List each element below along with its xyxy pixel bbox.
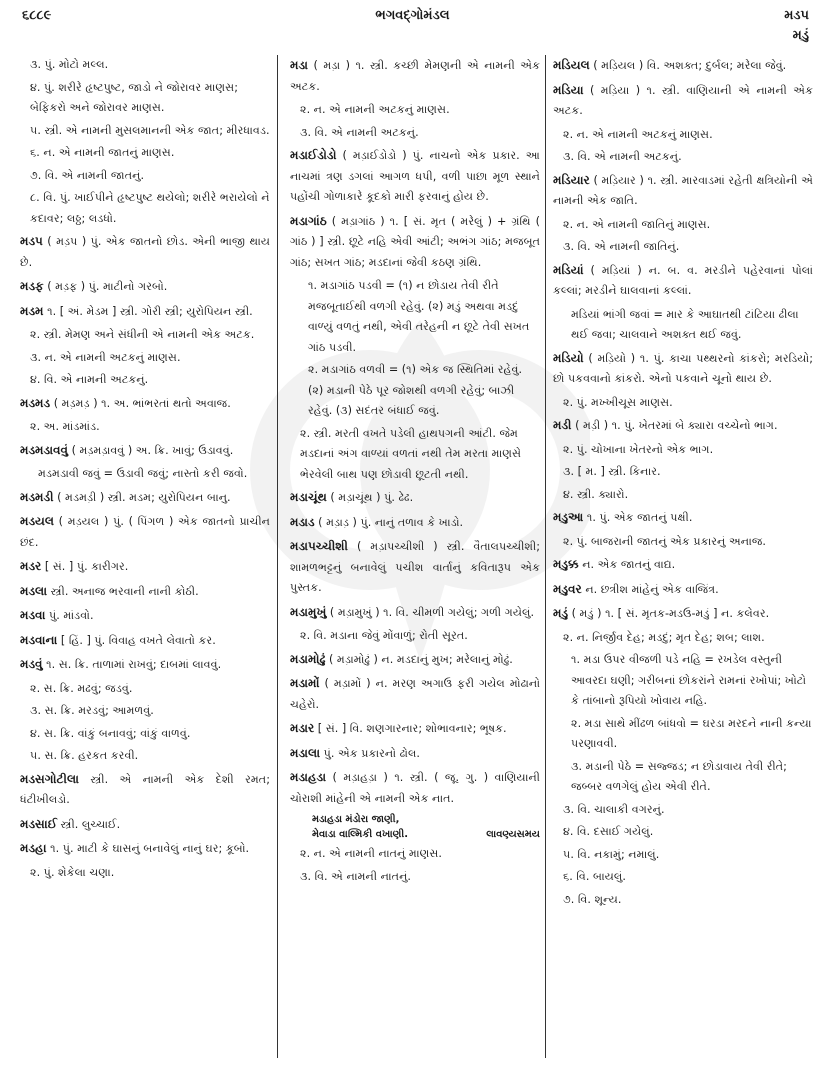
definition: પું. એક પ્રકારનો ઢોલ. [323, 746, 420, 760]
sense-definition: ૨. વિ. મડાના જેવું મોંવાળું; રોતી સૂરત. [300, 629, 468, 642]
sense-definition: ૩. ન. એ નામની અટકનું માણસ. [30, 350, 181, 364]
dictionary-entry [290, 512, 540, 534]
headword: મડી [553, 418, 572, 432]
headword: મડલા [20, 583, 48, 598]
definition: ( મડ઼યલ ) પું. ( પિંગળ ) એક જાતનો પ્રાચીન છંદ. [20, 515, 270, 549]
sense-definition: ૨. સ. ક્રિ. મઢવું; જડવું. [30, 681, 133, 695]
dictionary-entry [290, 743, 540, 765]
headword: મડવા [20, 608, 46, 622]
sense-definition: ૨. અ. માંડમાંડ. [30, 420, 100, 433]
headword: મડિયાં [553, 262, 584, 277]
dictionary-entry [553, 260, 813, 302]
headword: મડવું [20, 657, 43, 671]
headword: મડિયાર [553, 172, 590, 187]
sense-definition: ૬. વિ. બાયલું. [563, 870, 626, 883]
headword: મડુક્ક [553, 557, 579, 571]
definition: ( મડ઼પ ) પું. એક જાતનો છોડ. એની ભાજી થાય છે. [20, 235, 270, 269]
column-3 [553, 55, 813, 1065]
headword: મડયલ [20, 514, 54, 528]
definition: [ સં. ] પું. કારીગર. [44, 560, 129, 573]
dictionary-entry [20, 231, 270, 273]
definition: સ્ત્રી. લુચ્ચાઈ. [60, 817, 121, 831]
definition: ( મડ઼ામોં ) ન. મરણ અગાઉ ફરી ગયેલ મોઢાનો ચહેરો. [290, 677, 540, 711]
sense-definition: ૨. ન. એ નામની અટકનું માણસ. [300, 103, 450, 116]
definition: પું. માંડવો. [49, 609, 94, 622]
citation-quote [290, 812, 540, 842]
definition: [ સં. ] વિ. શણગારનાર; શોભાવનાર; ભૂષક. [317, 722, 507, 735]
sense-definition: ૨. પું. મખ્ખીચૂસ માણસ. [563, 395, 673, 409]
dictionary-entry [290, 211, 540, 274]
headword: મડર [20, 559, 42, 573]
dictionary-entry [20, 487, 270, 509]
definition: ૧. પું. માટી કે ઘાસનું બનાવેલું નાનું ઘર; કૂબો. [50, 842, 250, 855]
headword: મડફ [20, 279, 44, 293]
headword: મડામુખું [290, 604, 327, 619]
dictionary-entry [290, 602, 540, 624]
sense-definition: ૨. સ્ત્રી. મરતી વખતે પડેલી હાથપગની આંટી. જેમ મડદાનાં અંગ વાળ્યાં વળતાં નથી તેમ મરતા માણસે ભેરવેલી બાથ પણ છોડાવી છૂટતી નથી. [300, 426, 522, 481]
definition: ( મડ઼િયલ ) વિ. અશક્ત; દુર્બલ; મરેલા જેવું. [593, 59, 787, 72]
headword: મડાડ [290, 514, 315, 529]
dictionary-entry [290, 55, 540, 97]
sense-definition: ૫. સ્ત્રી. એ નામની મુસલમાનની એક જાત; મીરધાવડ. [30, 123, 270, 137]
headword: મડુઆ [553, 510, 584, 524]
dictionary-entry [553, 80, 813, 122]
definition: ૧. પું. એક જાતનું પક્ષી. [586, 511, 693, 524]
guide-word-first: મડપ [784, 8, 809, 23]
dictionary-entry [290, 673, 540, 715]
page-number: ૬૮૮૯ [22, 8, 52, 23]
dictionary-columns [0, 55, 825, 1075]
sense-definition: ૩. વિ. ચાલાકી વગરનું. [563, 802, 665, 816]
quote-source: લાવણ્યસમય [486, 829, 540, 840]
headword: મડમડાવવું [20, 442, 69, 457]
idiom-definition: ૨. મડા સાથે મીંઢળ બાંધવો = ઘરડા મરદને નાની કન્યા પરણાવવી. [571, 716, 812, 750]
headword: મડમડ [20, 395, 51, 410]
quote-line: મડાહડા મંડોરા જાણી, [312, 814, 400, 825]
headword: મડસાઈ [20, 816, 57, 831]
headword: મડસગોટીલા [20, 771, 79, 786]
sense-definition: ૨. સ્ત્રી. મેમણ અને સંધીની એ નામની એક અટક. [30, 328, 255, 341]
dictionary-entry [553, 603, 813, 625]
definition: ( મડમડ઼ી ) સ્ત્રી. મડમ; યુરોપિયન બાનુ. [57, 490, 231, 504]
definition: ( મડ઼ામુખું ) ૧. વિ. ચીમળી ગયેલું; ગળી ગયેલું. [329, 605, 535, 619]
idiom-definition: ૨. મડાગાંઠ વળવી = (૧) એક જ સ્થિતિમાં રહેવું. (૨) મડાની પેઠે પૂર જોશથી વળગી રહેવું; બાઝી રહેવું. (૩) સદંતર બંધાઈ જવું. [308, 363, 523, 417]
dictionary-entry [553, 579, 813, 601]
dictionary-entry [20, 440, 270, 462]
definition: ન. એક જાતનું વાદ્ય. [582, 558, 676, 571]
sense-definition: ૩. સ. ક્રિ. મરડવું; આમળવું. [30, 704, 154, 717]
headword: મડમડી [20, 489, 54, 504]
headword: મડિયલ [553, 58, 590, 72]
sense-definition: ૪. સ. ક્રિ. વાંકું બનાવવું; વાંકું વાળવું. [30, 726, 191, 740]
headword: મડિયો [553, 350, 584, 365]
dictionary-entry [20, 581, 270, 603]
sense-definition: ૨. ન. એ નામની જાતિનું માણસ. [563, 217, 711, 231]
definition: ( મડ઼િયા ) ૧. સ્ત્રી. વાણિયાની એ નામની એક અટક. [553, 83, 813, 117]
dictionary-entry [553, 55, 813, 77]
definition: ( મડ઼િયાર ) ૧. સ્ત્રી. મારવાડમાં રહેતી ક્ષત્રિયોની એ નામની એક જાતિ. [553, 173, 813, 207]
definition: ૧. સ. ક્રિ. તાળામાં રાખવું; દાબમાં લાવવું. [46, 658, 222, 671]
sense-definition: ૮. વિ. પું. ખાઈપીને હૃષ્ટપુષ્ટ થયેલો; શરીરે ભરાયેલો ને કદાવર; લઠ્ઠ; લડધો. [30, 191, 270, 225]
sense-definition: ૨. પું. શેકેલા ચણા. [30, 865, 115, 879]
column-divider [277, 55, 278, 1058]
definition: ૧. [ અં. મેડમ ] સ્ત્રી. ગોરી સ્ત્રી; યુરોપિયન સ્ત્રી. [47, 304, 253, 318]
definition: ન. છત્રીશ માંહેનું એક વાજિંત્ર. [585, 582, 719, 596]
dictionary-entry [20, 301, 270, 323]
idiom-definition: ૧. મડા ઉપર વીજળી પડે નહિ = રખડેલ વસ્તુની આવરદા ઘણી; ગરીબનાં છોકરાંને રામનાં રખોપાં; ખોટો કે તાંબાનો રૂપિયો ખોવાય નહિ. [571, 653, 807, 707]
headword: મડામોઢું [290, 651, 326, 666]
headword: મડાઈડોડો [290, 148, 337, 162]
headword: મડું [553, 606, 569, 620]
dictionary-entry [20, 814, 270, 836]
definition: સ્ત્રી. એ નામની એક દેશી રમત; ધંટીખીલડો. [20, 772, 270, 806]
sense-definition: ૪. વિ. દસાઈ ગયેલું. [563, 825, 654, 838]
headword: મડા [290, 58, 309, 72]
definition: ( મડ઼ાપચ્ચીશી ) સ્ત્રી. વૈતાલપચ્ચીશી; શામળભટ્ટનું બનાવેલું પચીશ વાર્તાનું કવિતારૂપ એક પુસ્તક. [290, 540, 540, 594]
definition: ( મડ઼ફ ) પું. માટીનો ગરબો. [47, 280, 168, 293]
sense-definition: ૪. સ્ત્રી. ક્યારો. [563, 487, 629, 501]
idiom-definition: મડમડાવી જવું = ઉડાવી જવું; નાસ્તો કરી જવો. [38, 467, 248, 480]
dictionary-entry [290, 487, 540, 509]
page-header [0, 0, 825, 50]
dictionary-entry [290, 145, 540, 208]
definition: ( મડ઼ાડ઼ ) પું. નાનું તળાવ કે ખાડો. [318, 515, 464, 529]
sense-definition: ૨. ન. એ નામની નાતનું માણસ. [300, 847, 442, 860]
definition: [ હિં. ] પું. વિવાહ વખતે લેવાતો કર. [60, 633, 216, 647]
column-divider [545, 55, 546, 1058]
definition: સ્ત્રી. અનાજ ભરવાની નાની કોઠી. [50, 584, 199, 598]
idiom-definition: ૧. મડાગાંઠ પડવી = (૧) ન છોડાય તેવી રીતે મજબૂતાઈથી વળગી રહેવું. (૨) મડું અથવા મડદું વાળ્યું વળતું નથી, એવી તરેહની ન છૂટે તેવી સખત ગાંઠ પડવી. [308, 279, 530, 354]
sense-definition: ૨. ન. નિર્જીવ દેહ; મડદું; મૃત દેહ; શબ; લાશ. [563, 630, 765, 644]
dictionary-entry [553, 554, 813, 576]
idiom-definition: મડિયાં ભાંગી જવાં = માર કે આઘાતથી ટાંટિયા ઢીલા થઈ જવા; ચાલવાને અશક્ત થઈ જવું. [571, 307, 799, 341]
sense-definition: ૭. વિ. એ નામની જાતનું. [30, 168, 145, 182]
dictionary-entry [290, 718, 540, 740]
definition: ( મડ઼િયાં ) ન. બ. વ. મરડીને પહેરવાનાં પોલાં કલ્લાં; મરડીને ઘાલવાનાં કલ્લાં. [553, 263, 813, 297]
sense-definition: ૫. વિ. નકામું; નમાલું. [563, 847, 660, 861]
sense-definition: ૨. પું. બાજરાની જાતનું એક પ્રકારનું અનાજ. [563, 534, 766, 548]
dictionary-entry [553, 348, 813, 390]
definition: ( મડ઼ાચૂંથ ) પું. ઢેઢ. [330, 491, 414, 504]
sense-definition: ૩. પું. મોટો મલ્લ. [30, 58, 109, 71]
sense-definition: ૩. વિ. એ નામની અટકનું. [300, 125, 419, 139]
headword: મડાપચ્ચીશી [290, 539, 348, 553]
sense-definition: ૫. સ. ક્રિ. હરકત કરવી. [30, 749, 139, 762]
definition: ( મડ઼મડ઼ાવવું ) અ. ક્રિ. ખાવું; ઉડાવવું. [71, 443, 234, 457]
headword: મડાર [290, 721, 315, 735]
definition: ( મડ઼િયો ) ૧. પું. કાચા પથ્થરનો કાંકરો; મરડિયો; છો પકવવાનો કાંકરો. એનો પકવાને ચૂનો થાય છે. [553, 351, 813, 385]
dictionary-entry [553, 170, 813, 212]
sense-definition: ૩. વિ. એ નામની નાતનું. [300, 869, 411, 883]
sense-definition: ૪. પું. શરીરે હૃષ્ટપુષ્ટ, જાડો ને જોરાવર માણસ; બેફિકરો અને જોરાવર માણસ. [30, 80, 238, 114]
definition: ( મડ઼ું ) ૧. [ સં. મૃતક-મડઉ-મડું ] ન. કલેવર. [571, 607, 770, 620]
dictionary-entry [20, 511, 270, 553]
sense-definition: ૭. વિ. શૂન્ય. [563, 892, 622, 906]
column-2 [290, 55, 540, 1065]
headword: મડાહડા [290, 770, 327, 784]
dictionary-entry [20, 654, 270, 676]
headword: મડાલા [290, 745, 321, 760]
dictionary-entry [20, 769, 270, 811]
headword: મડાગાંઠ [290, 213, 327, 228]
dictionary-entry [290, 767, 540, 809]
dictionary-entry [20, 393, 270, 415]
definition: ( મડ઼ી ) ૧. પું. ખેતરમાં બે ક્યારા વચ્ચેનો ભાગ. [575, 419, 778, 432]
definition: ( મડ઼ાહડ઼ા ) ૧. સ્ત્રી. ( જૂ. ગુ. ) વાણિયાની ચોરાશી માંહેની એ નામની એક નાત. [290, 771, 540, 805]
guide-word-last: મડું [792, 28, 809, 43]
sense-definition: ૨. ન. એ નામની અટકનું માણસ. [563, 127, 713, 141]
headword: મડાચૂંથ [290, 490, 327, 504]
dictionary-entry [20, 276, 270, 298]
dictionary-entry [553, 507, 813, 529]
headword: મડહા [20, 841, 47, 855]
headword: મડુવર [553, 581, 582, 596]
dictionary-entry [20, 630, 270, 652]
dictionary-entry [290, 649, 540, 671]
dictionary-entry [290, 536, 540, 599]
sense-definition: ૩. વિ. એ નામની જાતિનું. [563, 240, 680, 253]
idiom-definition: ૩. મડાની પેઠે = સજ્જડ; ન છોડાવાય તેવી રીતે; જબ્બર વળગેલું હોય એવી રીતે. [571, 759, 787, 793]
headword: મડામોં [290, 676, 320, 690]
headword: મડમ [20, 303, 44, 318]
sense-definition: ૩. વિ. એ નામની અટકનું. [563, 150, 682, 163]
running-title: ભગવદ્ગોમંડલ [375, 8, 450, 23]
sense-definition: ૨. પું. ચોખાના ખેતરનો એક ભાગ. [563, 442, 714, 456]
quote-line: મેવાડા વાલ્મિકી વખાણી. [312, 829, 409, 840]
definition: ( મડ઼ામોઢું ) ન. મડદાનું મુખ; મરેલાનું મોઢું. [329, 652, 513, 666]
sense-definition: ૪. વિ. એ નામની અટકનું. [30, 373, 149, 386]
dictionary-entry [20, 838, 270, 860]
definition: ( મડ઼ાગાંઠ ) ૧. [ સં. મૃત ( મરેલું ) + ગ્રંથિ ( ગાંઠ ) ] સ્ત્રી. છૂટે નહિ એવી આંટી; અભંગ ગાંઠ; મજબૂત ગાંઠ; સખત ગાંઠ; મડદાનાં જેવી કઠણ ગ્રંથિ. [290, 214, 540, 269]
headword: મડપ [20, 234, 43, 248]
dictionary-entry [20, 605, 270, 627]
definition: ( મડ઼મડ઼ ) ૧. અ. ભાંભરતાં થતો અવાજ. [53, 396, 231, 410]
dictionary-entry [553, 415, 813, 437]
definition: ( મડ઼ા ) ૧. સ્ત્રી. કચ્છી મેમણની એ નામની એક અટક. [290, 59, 540, 93]
dictionary-entry [20, 556, 270, 578]
headword: મડવાના [20, 632, 58, 647]
headword: મડિયા [553, 82, 584, 97]
sense-definition: ૬. ન. એ નામની જાતનું માણસ. [30, 146, 175, 159]
sense-definition: ૩. [ મ. ] સ્ત્રી. કિનાર. [563, 465, 661, 478]
column-1 [20, 55, 270, 1065]
definition: ( મડ઼ાઈડોડો ) પું. નાચનો એક પ્રકાર. આ નાચમાં ત્રણ ડગલાં આગળ ધપી, વળી પાછા મૂળ સ્થાને પહોંચી ગોળાકારે કૂદકો મારી ફરવાનું હોય છે. [290, 149, 540, 203]
